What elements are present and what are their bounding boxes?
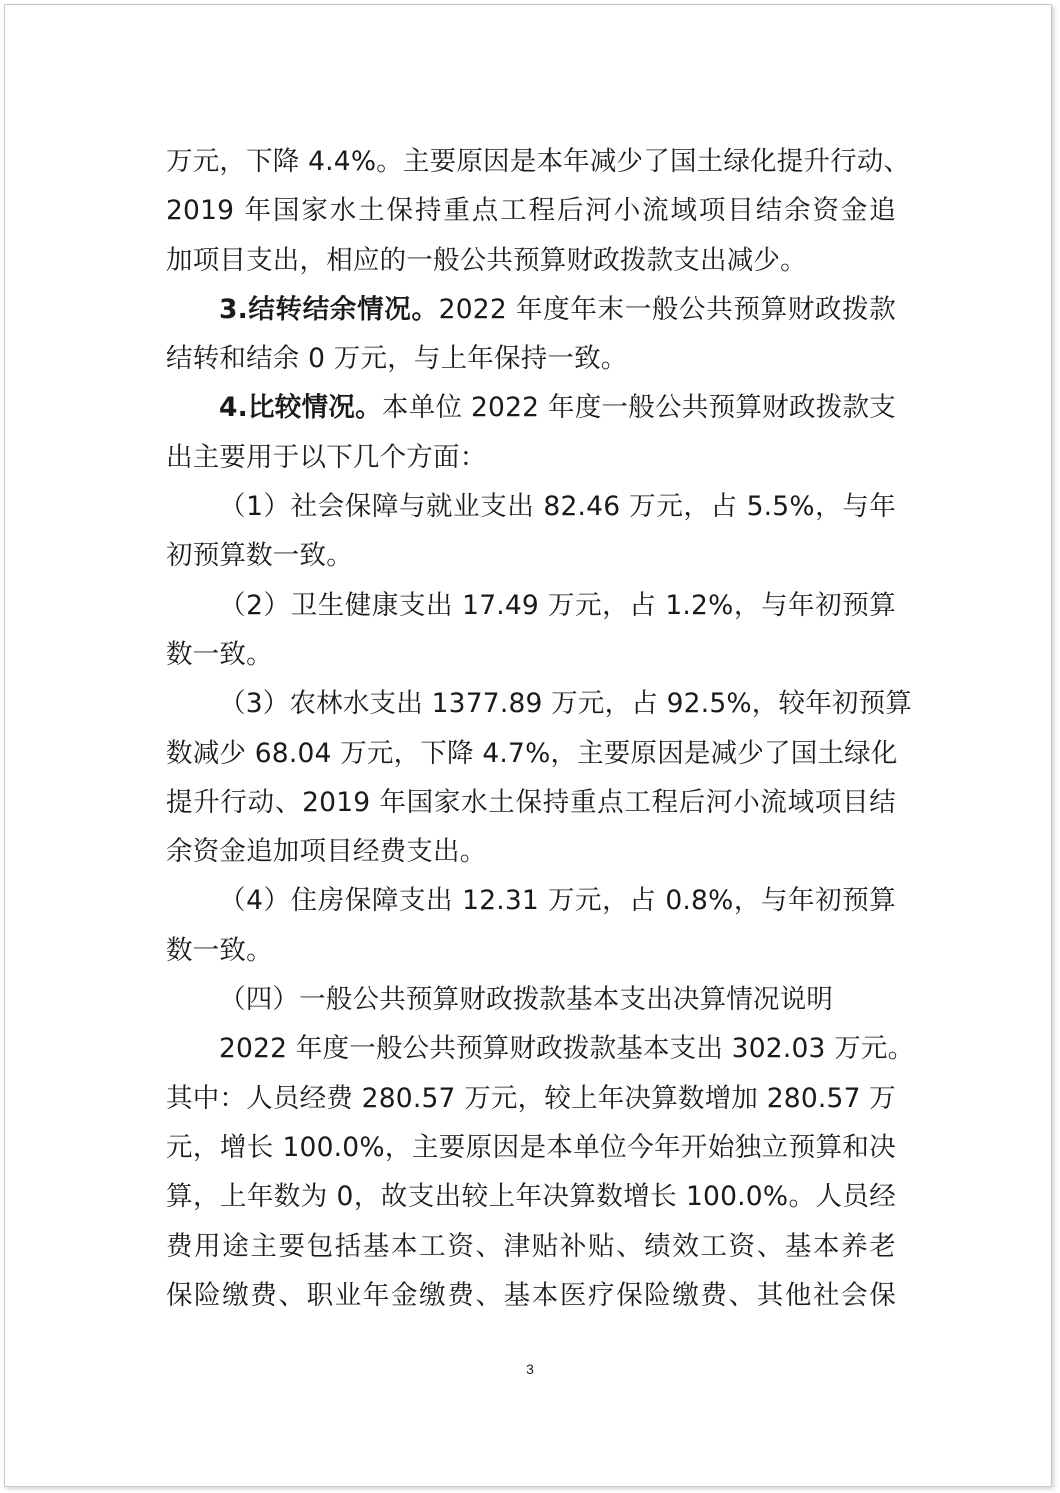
text-span: 本单位 2022 年度一般公共预算财政拨款支 — [381, 392, 897, 424]
text-line: 2019 年国家水土保持重点工程后河小流域项目结余资金追 — [166, 195, 896, 227]
text-line: 初预算数一致。 — [166, 540, 353, 572]
text-line: 其中：人员经费 280.57 万元，较上年决算数增加 280.57 万 — [166, 1082, 896, 1114]
text-line: 元，增长 100.0%，主要原因是本单位今年开始独立预算和决 — [166, 1131, 896, 1163]
text-line: 结转和结余 0 万元，与上年保持一致。 — [166, 343, 628, 375]
section-3-heading: 3.结转结余情况。 — [219, 293, 439, 325]
text-line: 数一致。 — [166, 934, 273, 966]
text-line: 保险缴费、职业年金缴费、基本医疗保险缴费、其他社会保 — [166, 1279, 896, 1311]
list-item-3: （3）农林水支出 1377.89 万元，占 92.5%，较年初预算 — [219, 688, 912, 720]
text-line: 2022 年度一般公共预算财政拨款基本支出 302.03 万元。 — [219, 1033, 915, 1065]
text-line: 提升行动、2019 年国家水土保持重点工程后河小流域项目结 — [166, 786, 896, 818]
section-4-heading: 4.比较情况。 — [219, 392, 382, 424]
text-line: 数一致。 — [166, 638, 273, 670]
document-body — [166, 137, 915, 1320]
section-heading: （四）一般公共预算财政拨款基本支出决算情况说明 — [219, 984, 834, 1016]
text-line: 余资金追加项目经费支出。 — [166, 836, 487, 868]
text-span: 2022 年度年末一般公共预算财政拨款 — [438, 293, 896, 325]
page-number: 3 — [526, 1361, 534, 1377]
text-line: 出主要用于以下几个方面： — [166, 441, 487, 473]
text-line: 算，上年数为 0，故支出较上年决算数增长 100.0%。人员经 — [166, 1181, 896, 1213]
list-item-4: （4）住房保障支出 12.31 万元，占 0.8%，与年初预算 — [219, 885, 896, 917]
list-item-2: （2）卫生健康支出 17.49 万元，占 1.2%，与年初预算 — [219, 589, 896, 621]
text-line: 数减少 68.04 万元，下降 4.7%，主要原因是减少了国土绿化 — [166, 737, 898, 769]
text-line: 万元，下降 4.4%。主要原因是本年减少了国土绿化提升行动、 — [166, 146, 911, 177]
section-4-line — [166, 383, 896, 432]
text-line: 费用途主要包括基本工资、津贴补贴、绩效工资、基本养老 — [166, 1230, 896, 1262]
list-item-1: （1）社会保障与就业支出 82.46 万元，占 5.5%，与年 — [219, 491, 896, 523]
text-line: 加项目支出，相应的一般公共预算财政拨款支出减少。 — [166, 244, 807, 276]
section-3-line — [166, 285, 896, 334]
